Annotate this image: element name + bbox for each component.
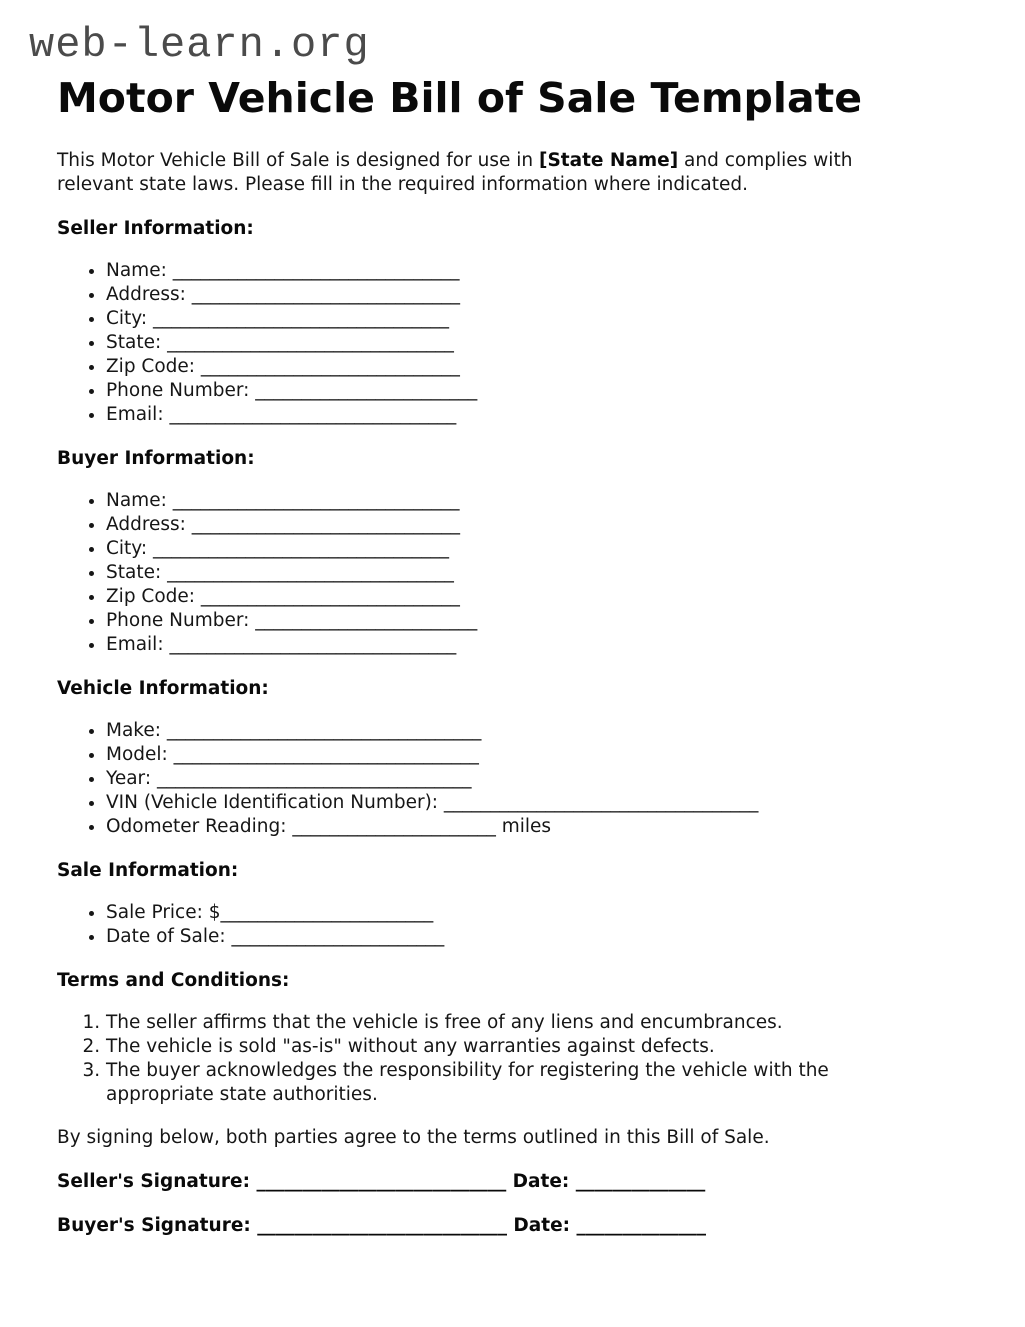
term-item-as-is: 2. The vehicle is sold "as-is" without any warranties against defects. xyxy=(106,1035,925,1059)
field-seller-state: • State: _______________________________ xyxy=(106,331,925,355)
closing-statement: By signing below, both parties agree to the terms outlined in this Bill of Sale. xyxy=(57,1127,770,1148)
state-name-placeholder: [State Name] xyxy=(538,150,679,171)
field-buyer-address: • Address: _____________________________ xyxy=(106,513,925,537)
site-logo: web-learn.org xyxy=(29,21,370,69)
terms-list xyxy=(57,1011,925,1107)
field-seller-phone: • Phone Number: ________________________ xyxy=(106,379,925,403)
field-sale-date: • Date of Sale: _______________________ xyxy=(106,925,925,949)
field-seller-city: • City: ________________________________ xyxy=(106,307,925,331)
field-buyer-name: • Name: _______________________________ xyxy=(106,489,925,513)
field-buyer-phone: • Phone Number: ________________________ xyxy=(106,609,925,633)
seller-signature-line: ___________________________ xyxy=(256,1171,507,1192)
seller-date-line: ______________ xyxy=(575,1171,706,1192)
field-vehicle-year: • Year: __________________________________ xyxy=(106,767,925,791)
buyer-date-label: Date: xyxy=(513,1215,571,1236)
intro-text-before: This Motor Vehicle Bill of Sale is designed for use in xyxy=(57,150,539,171)
section-heading-buyer: Buyer Information: xyxy=(57,448,255,469)
section-heading-vehicle: Vehicle Information: xyxy=(57,678,269,699)
field-vehicle-odometer: • Odometer Reading: ______________________ miles xyxy=(106,815,925,839)
field-seller-zip: • Zip Code: ____________________________ xyxy=(106,355,925,379)
field-buyer-city: • City: ________________________________ xyxy=(106,537,925,561)
field-sale-price: • Sale Price: $_______________________ xyxy=(106,901,925,925)
section-heading-sale: Sale Information: xyxy=(57,860,239,881)
sale-fields-list xyxy=(57,901,925,949)
field-buyer-zip: • Zip Code: ____________________________ xyxy=(106,585,925,609)
term-item-registration: 3. The buyer acknowledges the responsibility for registering the vehicle with the appropriate state authorities. xyxy=(106,1059,925,1107)
page-title: Motor Vehicle Bill of Sale Template xyxy=(57,74,863,122)
intro-paragraph xyxy=(57,149,925,197)
buyer-fields-list xyxy=(57,489,925,657)
field-buyer-email: • Email: _______________________________ xyxy=(106,633,925,657)
buyer-signature-label: Buyer's Signature: xyxy=(57,1215,251,1236)
buyer-signature-row xyxy=(57,1214,925,1238)
field-vehicle-vin: • VIN (Vehicle Identification Number): __________________________________ xyxy=(106,791,925,815)
section-heading-seller: Seller Information: xyxy=(57,218,254,239)
seller-signature-row xyxy=(57,1170,925,1194)
field-vehicle-make: • Make: __________________________________ xyxy=(106,719,925,743)
field-seller-address: • Address: _____________________________ xyxy=(106,283,925,307)
vehicle-fields-list xyxy=(57,719,925,839)
field-buyer-state: • State: _______________________________ xyxy=(106,561,925,585)
field-seller-name: • Name: _______________________________ xyxy=(106,259,925,283)
buyer-signature-line: ___________________________ xyxy=(257,1215,507,1236)
buyer-date-line: ______________ xyxy=(576,1215,707,1236)
seller-signature-label: Seller's Signature: xyxy=(57,1171,250,1192)
seller-fields-list xyxy=(57,259,925,427)
intro-text-after: and complies with relevant state laws. Please fill in the required information where indicated. xyxy=(57,150,853,195)
seller-date-label: Date: xyxy=(512,1171,570,1192)
section-heading-terms: Terms and Conditions: xyxy=(57,970,290,991)
field-vehicle-model: • Model: _________________________________ xyxy=(106,743,925,767)
term-item-liens: 1. The seller affirms that the vehicle is free of any liens and encumbrances. xyxy=(106,1011,925,1035)
field-seller-email: • Email: _______________________________ xyxy=(106,403,925,427)
